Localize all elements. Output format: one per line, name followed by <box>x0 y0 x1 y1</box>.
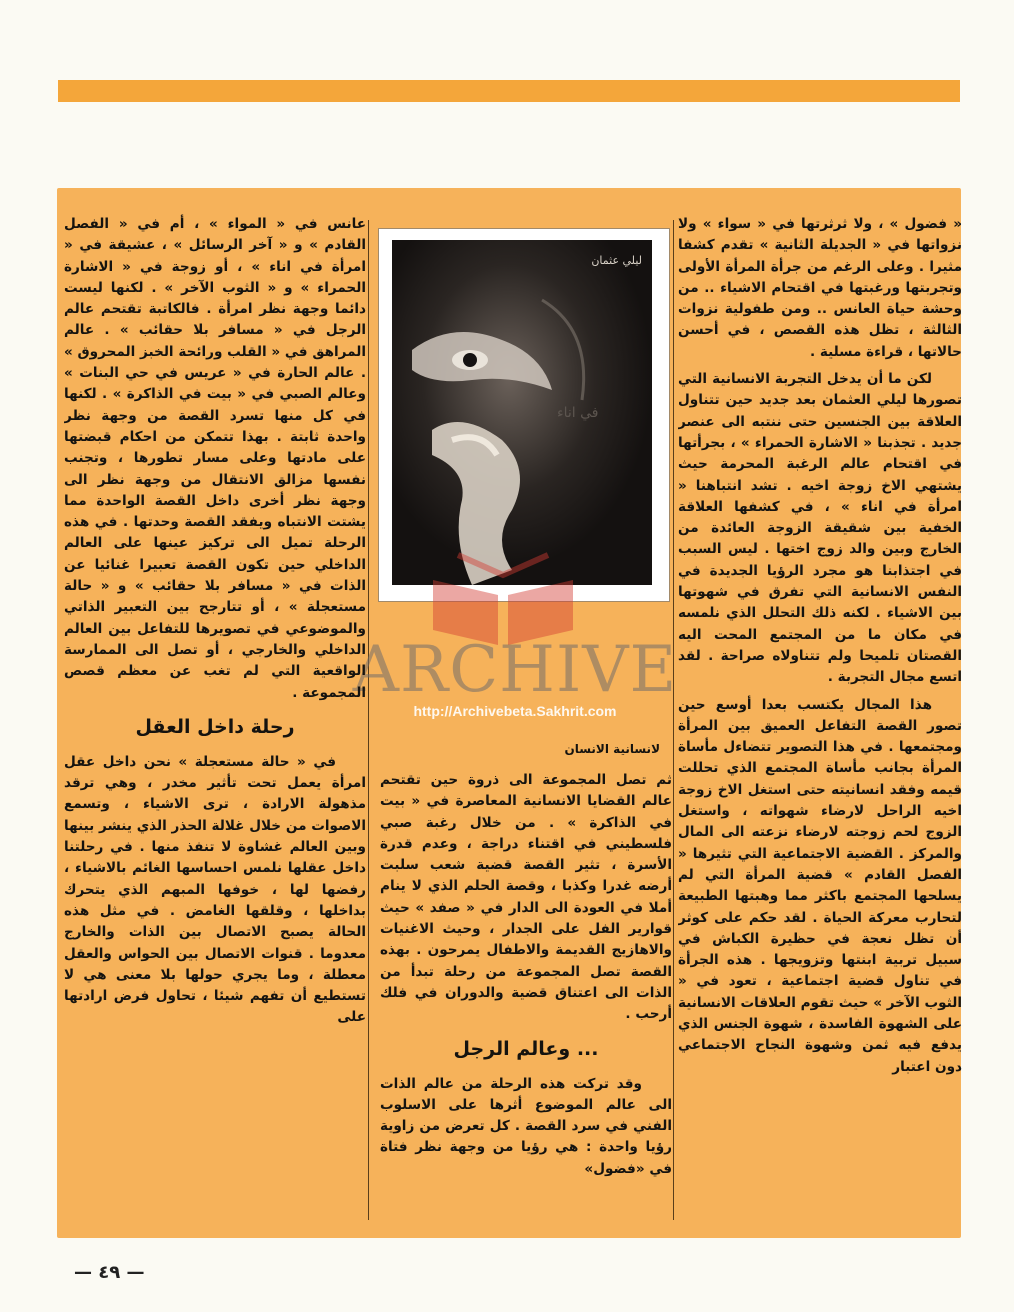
column-rule-left <box>368 220 369 1220</box>
portrait-graphic <box>392 240 652 585</box>
cover-author-text: ليلي عثمان <box>591 254 642 267</box>
article-column-right <box>678 214 962 1226</box>
article-column-middle <box>380 770 672 1180</box>
photo-caption: لانسانية الانسان <box>564 742 660 756</box>
paragraph: لكن ما أن يدخل التجربة الانسانية التي تصورها ليلي العثمان بعد جديد حين تتناول العلاقة بين الجنسين حتى ننتبه الى عنصر جديد . تجذبنا « الاشارة الحمراء » ، بجرأتها في اقتحام عالم الرغبة المحرمة حيث يشتهي الاخ زوجة اخيه . تشد انتباهنا « امرأة في اناء » ، في كشفها العلاقة الخفية بين شقيقة الزوجة العائدة من الخارج وبين والد زوج اختها . ليس السبب في اجتذابنا هو مجرد الرؤيا الجديدة في النفس الانسانية التي تفرق في شهوتها بين الاشياء . لكنه ذلك التحلل الذي نلمسه في مكان ما من المجتمع المحت اليه القصتان تلميحا ولم تتناولاه صراحة . لقد اتسع مجال التجربة . <box>678 371 962 686</box>
paragraph: وقد تركت هذه الرحلة من عالم الذات الى عالم الموضوع أثرها على الاسلوب الفني في سرد القصة . كل تعرض من زاوية رؤيا واحدة : هي رؤيا من وجهة نظر فتاة في «فضول» <box>380 1075 672 1177</box>
article-column-left <box>64 214 366 1226</box>
paragraph: في « حالة مستعجلة » نحن داخل عقل امرأة يعمل تحت تأثير مخدر ، وهي ترقد مذهولة الارادة ، ترى الاشياء ، وتسمع الاصوات من خلال غلالة الحذر الذي ينشر بينها وبين العالم غشاوة لا تنفذ منها . في رحلتنا داخل عقلها نلمس احساسها الغائم بالاشياء ، رفضها لها ، خوفها المبهم الذي يتحرك بداخلها ، وقلقها الغامض . في مثل هذه الحالة يصبح الاتصال بين الذات والخارج معدوما . قنوات الاتصال بين الحواس والعقل معطلة ، وما يجري حولها بلا معنى هي لا تستطيع أن تفهم شيئا ، تحاول فرض ارادتها على <box>64 753 366 1026</box>
archive-book-logo <box>418 550 588 650</box>
section-heading: رحلة داخل العقل <box>135 715 295 738</box>
paragraph: ثم تصل المجموعة الى ذروة حين تقتحم عالم القضايا الانسانية المعاصرة في « بيت في الذاكرة » . من خلال رغبة صبي فلسطيني في اقتناء دراجة ، وعدم قدرة الأسرة ، تثير القصة قضية شعب سلبت أرضه غدرا وكذبا ، وقصة الحلم الذي لا ينام أملا في العودة الى الدار في « صفد » حيث قوارير الفل على الجدار ، وحيث الاغنيات والاهازيج القديمة والاطفال يمرحون . بهذه القصة تصل المجموعة من رحلة تبدأ من الذات الى اعتناق قضية والدوران في فلك أرحب . <box>380 772 672 1023</box>
cover-title-text: في اناء <box>557 405 599 421</box>
watermark-url: http://Archivebeta.Sakhrit.com <box>413 703 617 719</box>
watermark-word: ARCHIVE <box>352 633 678 707</box>
section-heading: ... وعالم الرجل <box>453 1037 599 1060</box>
paragraph: هذا المجال يكتسب بعدا أوسع حين تصور القصة التفاعل العميق بين المرأة ومجتمعها . في هذا التصوير تتضاءل مأساة المرأة بجانب مأساة المجتمع الذي تحللت قيمه وفقد انسانيته حتى استغل الاخ زوجة اخيه الراحل لارضاء شهواته ، واستغل الزوج لحم زوجته لارضاء نزعته الى المال والمركز . القضية الاجتماعية التي تثيرها « الفصل القادم » قضية المرأة التي لم يسلحها المجتمع باكثر مما وهبتها الطبيعة لتحارب معركة الحياة . لقد حكم على كوثر أن تظل نعجة في حظيرة الكباش في سبيل تربية ابنتها وتزويجها . هذه الجرأة في تناول قضية اجتماعية ، تعود في « الثوب الآخر » حيث تقوم العلاقات الانسانية على الشهوة الفاسدة ، شهوة الجنس الذي يدفع فيه ثمن وشهوة النجاح الاجتماعي دون اعتبار <box>678 696 962 1075</box>
page-number: — ٤٩ — <box>74 1262 145 1283</box>
paragraph: عانس في « المواء » ، أم في « الفصل القادم » و « آخر الرسائل » ، عشيقة في « امرأة في اناء » ، أو زوجة في « الاشارة الحمراء » و « الثوب الآخر » . لكنها ليست دائما وجهة نظر امرأة . فالكاتبة تقتحم عالم الرجل في « مسافر بلا حقائب » . عالم المراهق في « القلب ورائحة الخبز المحروق » . عالم الحارة في « عريس في حي البنات » وعالم الصبي في « بيت في الذاكرة » . لكنها في كل منها تسرد القصة من وجهة نظر واحدة ثابتة . بهذا تتمكن من احكام قبضتها على مادتها وعلى مسار تطورها ، وتجنب نفسها مزالق الانتقال من وجهة نظر الى وجهة نظر أخرى داخل القصة الواحدة مما يشتت الانتباه ويفقد القصة وحدتها . في هذه الرحلة تميل الى تركيز عينها على العالم الداخلي حين تكون القصة تعبيرا غنائيا عن الذات في « مسافر بلا حقائب » و « حالة مستعجلة » ، أو تتارجح بين التعبير الذاتي والموضوعي في تصويرها للتفاعل بين العالم الداخلي والخارجي ، أو تصل الى الممارسة الواقعية التي لم تغب عن معظم قصص المجموعة . <box>64 216 366 701</box>
paragraph: « فضول » ، ولا ثرثرتها في « سواء » ولا نزواتها في « الجديلة الثانية » تقدم كشفا مثيرا . وعلى الرغم من جرأة المرأة الأولى وتجربتها ورغبتها في اقتحام الاشياء .. من وحشة حياة العانس .. ومن طفولية نزوات الثالثة ، تظل هذه القصص ، في أحسن حالاتها ، قراءة مسلية . <box>678 216 962 360</box>
top-color-band <box>58 80 960 102</box>
column-rule-right <box>673 220 674 1220</box>
book-cover-photo <box>392 240 652 585</box>
